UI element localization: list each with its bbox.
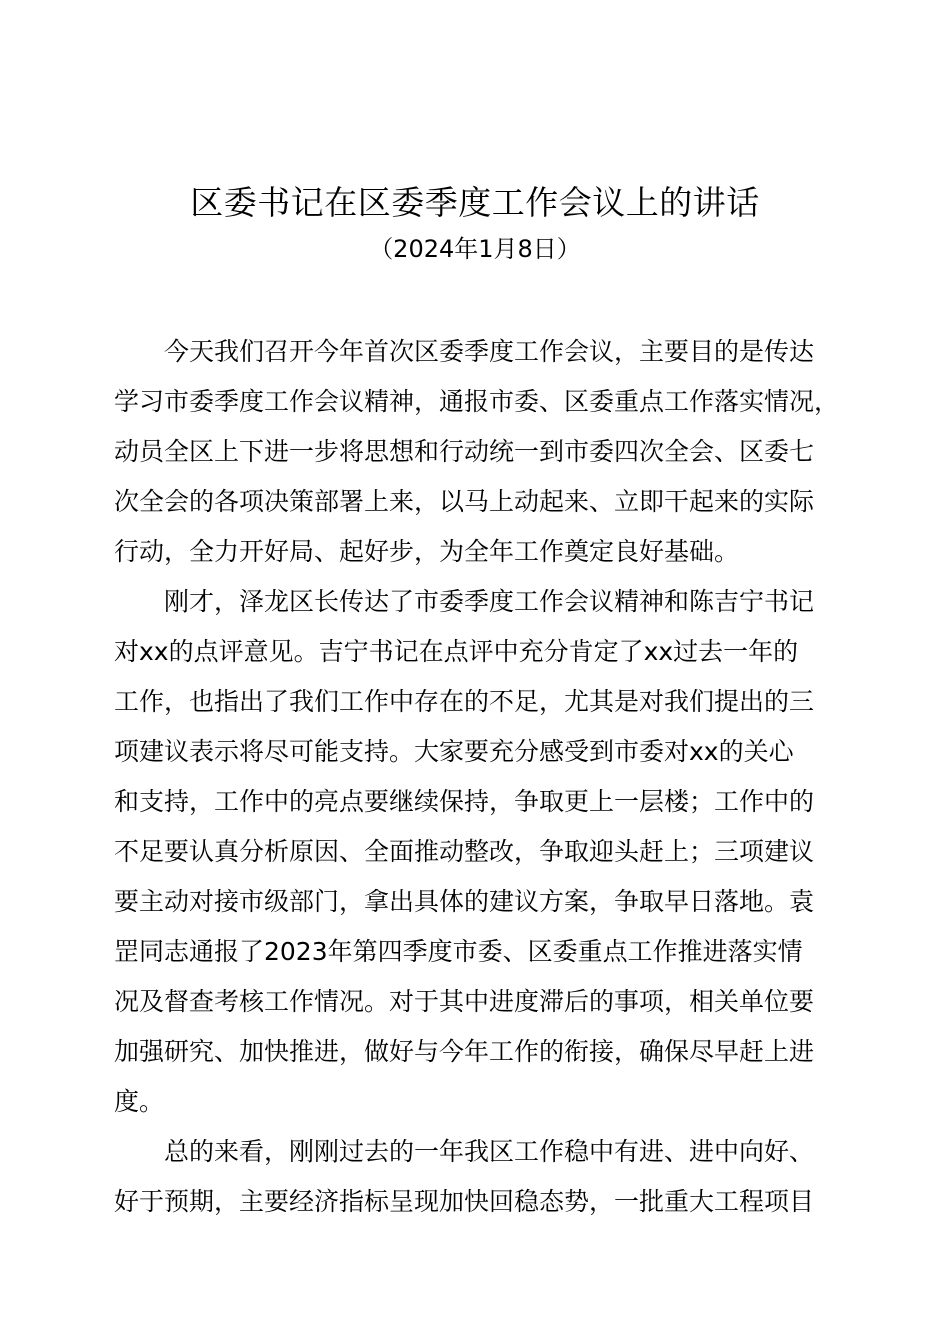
- text-line: 罡同志通报了2023年第四季度市委、区委重点工作推进落实情: [114, 937, 803, 966]
- text-line: 要主动对接市级部门，拿出具体的建议方案，争取早日落地。袁: [114, 887, 815, 916]
- text-line: 好于预期，主要经济指标呈现加快回稳态势，一批重大工程项目: [114, 1187, 815, 1216]
- text-line: 度。: [114, 1087, 165, 1116]
- text-line: 对xx的点评意见。吉宁书记在点评中充分肯定了xx过去一年的: [114, 637, 799, 666]
- text-line: 今天我们召开今年首次区委季度工作会议，主要目的是传达: [164, 337, 815, 366]
- text-line: 和支持，工作中的亮点要继续保持，争取更上一层楼；工作中的: [114, 787, 815, 816]
- text-line: 总的来看，刚刚过去的一年我区工作稳中有进、进中向好、: [164, 1137, 815, 1166]
- text-line: 加强研究、加快推进，做好与今年工作的衔接，确保尽早赶上进: [114, 1037, 815, 1066]
- text-line: 不足要认真分析原因、全面推动整改，争取迎头赶上；三项建议: [114, 837, 815, 866]
- document-title: 区委书记在区委季度工作会议上的讲话: [190, 183, 760, 222]
- document-date: （2024年1月8日）: [369, 235, 581, 263]
- text-line: 刚才，泽龙区长传达了市委季度工作会议精神和陈吉宁书记: [164, 587, 815, 616]
- document-body: [114, 327, 844, 1227]
- text-line: 工作，也指出了我们工作中存在的不足，尤其是对我们提出的三: [114, 687, 815, 716]
- text-line: 行动，全力开好局、起好步，为全年工作奠定良好基础。: [114, 537, 740, 566]
- text-line: 况及督查考核工作情况。对于其中进度滞后的事项，相关单位要: [114, 987, 815, 1016]
- text-line: 动员全区上下进一步将思想和行动统一到市委四次全会、区委七: [114, 437, 815, 466]
- text-line: 次全会的各项决策部署上来，以马上动起来、立即干起来的实际: [114, 487, 815, 516]
- text-line: 学习市委季度工作会议精神，通报市委、区委重点工作落实情况，: [114, 387, 840, 416]
- text-line: 项建议表示将尽可能支持。大家要充分感受到市委对xx的关心: [114, 737, 794, 766]
